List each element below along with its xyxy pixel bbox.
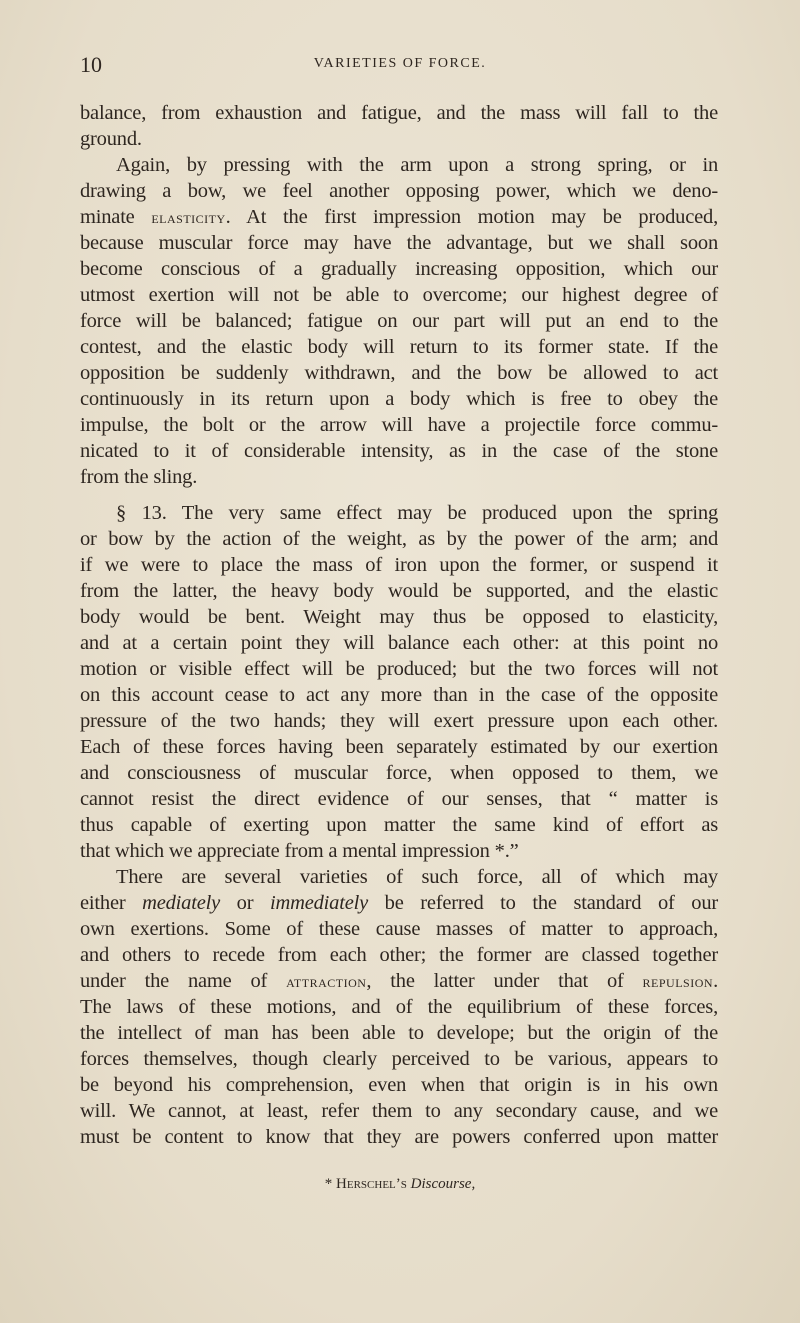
text-line bbox=[80, 152, 718, 178]
text-line bbox=[80, 282, 718, 308]
small-caps-term: elasticity bbox=[151, 208, 226, 227]
text-segment: because muscular force may have the advantage, but we shall soon bbox=[80, 232, 718, 254]
text-segment: nicated to it of considerable intensity, as in the case of the stone bbox=[80, 440, 718, 462]
text-segment: under the name of bbox=[80, 970, 287, 992]
text-segment: cannot resist the direct evidence of our senses, that “ matter is bbox=[80, 788, 718, 810]
text-segment: that which we appreciate from a mental impression *.” bbox=[80, 840, 519, 862]
text-segment: be beyond his comprehension, even when that origin is in his own bbox=[80, 1074, 718, 1096]
text-line bbox=[80, 1072, 718, 1098]
text-segment: opposition be suddenly withdrawn, and the bow be allowed to act bbox=[80, 362, 718, 384]
text-line bbox=[80, 1124, 718, 1150]
text-segment: . At the first impression motion may be produced, bbox=[225, 206, 719, 228]
footnote bbox=[0, 1176, 800, 1193]
text-segment: balance, from exhaustion and fatigue, and the mass will fall to the bbox=[80, 102, 718, 124]
text-line bbox=[80, 708, 718, 734]
footnote-title: Discourse, bbox=[406, 1176, 476, 1192]
text-segment: force will be balanced; fatigue on our part will put an end to the bbox=[80, 310, 718, 332]
text-line bbox=[80, 412, 718, 438]
text-line bbox=[80, 438, 718, 464]
text-segment: will. We cannot, at least, refer them to any secondary cause, and we bbox=[80, 1100, 718, 1122]
footnote-marker: * bbox=[324, 1176, 337, 1192]
text-segment: and consciousness of muscular force, when opposed to them, we bbox=[80, 762, 718, 784]
text-segment: be referred to the standard of our bbox=[368, 892, 719, 914]
text-line bbox=[80, 942, 718, 968]
text-line bbox=[80, 682, 718, 708]
text-line bbox=[80, 526, 718, 552]
text-segment: § 13. The very same effect may be produced upon the spring bbox=[116, 502, 718, 524]
paragraph-block-elasticity bbox=[80, 100, 718, 490]
text-line bbox=[80, 334, 718, 360]
text-line bbox=[80, 464, 718, 490]
small-caps-term: attraction bbox=[286, 972, 367, 991]
text-segment: own exertions. Some of these cause masses of matter to approach, bbox=[80, 918, 718, 940]
text-line bbox=[80, 916, 718, 942]
text-line bbox=[80, 204, 718, 230]
text-line bbox=[80, 786, 718, 812]
text-segment: pressure of the two hands; they will exert pressure upon each other. bbox=[80, 710, 718, 732]
italic-term: mediately bbox=[142, 892, 221, 914]
text-line bbox=[80, 734, 718, 760]
text-line bbox=[80, 360, 718, 386]
text-segment: on this account cease to act any more than in the case of the opposite bbox=[80, 684, 718, 706]
text-line bbox=[80, 552, 718, 578]
text-segment: continuously in its return upon a body which is free to obey the bbox=[80, 388, 718, 410]
text-line bbox=[80, 308, 718, 334]
text-line bbox=[80, 386, 718, 412]
text-line bbox=[80, 230, 718, 256]
italic-term: immediately bbox=[270, 892, 368, 914]
text-line bbox=[80, 864, 718, 890]
text-line bbox=[80, 994, 718, 1020]
text-segment: thus capable of exerting upon matter the same kind of effort as bbox=[80, 814, 718, 836]
text-line bbox=[80, 968, 718, 994]
small-caps-term: repulsion bbox=[642, 972, 714, 991]
text-segment: from the latter, the heavy body would be supported, and the elastic bbox=[80, 580, 718, 602]
text-segment: . bbox=[713, 970, 718, 992]
text-line bbox=[80, 656, 718, 682]
text-line bbox=[80, 578, 718, 604]
text-segment: body would be bent. Weight may thus be opposed to elasticity, bbox=[80, 606, 718, 628]
text-segment: utmost exertion will not be able to overcome; our highest degree of bbox=[80, 284, 718, 306]
page-number: 10 bbox=[80, 52, 102, 77]
text-segment: contest, and the elastic body will return to its former state. If the bbox=[80, 336, 718, 358]
text-segment: The laws of these motions, and of the equilibrium of these forces, bbox=[80, 996, 718, 1018]
text-segment: forces themselves, though clearly perceived to be various, appears to bbox=[80, 1048, 718, 1070]
footnote-author: Herschel’s bbox=[336, 1176, 407, 1192]
text-line bbox=[80, 604, 718, 630]
text-line bbox=[80, 178, 718, 204]
text-segment: or bow by the action of the weight, as by the power of the arm; and bbox=[80, 528, 718, 550]
text-line bbox=[80, 760, 718, 786]
text-segment: There are several varieties of such force, all of which may bbox=[116, 866, 718, 888]
text-line bbox=[80, 812, 718, 838]
text-line bbox=[80, 1046, 718, 1072]
text-segment: and others to recede from each other; the former are classed together bbox=[80, 944, 718, 966]
text-segment: minate bbox=[80, 206, 152, 228]
text-segment: become conscious of a gradually increasing opposition, which our bbox=[80, 258, 718, 280]
paragraph-block-section-13 bbox=[80, 500, 718, 1150]
text-segment: must be content to know that they are powers conferred upon matter bbox=[80, 1126, 718, 1148]
running-header bbox=[80, 52, 720, 78]
text-segment: or bbox=[220, 892, 270, 914]
text-line bbox=[80, 630, 718, 656]
text-line bbox=[80, 890, 718, 916]
text-line bbox=[80, 1098, 718, 1124]
text-segment: from the sling. bbox=[80, 466, 198, 488]
text-line bbox=[80, 838, 718, 864]
text-line bbox=[80, 256, 718, 282]
text-segment: and at a certain point they will balance each other: at this point no bbox=[80, 632, 718, 654]
text-line bbox=[80, 100, 718, 126]
text-segment: either bbox=[80, 892, 143, 914]
text-segment: Again, by pressing with the arm upon a strong spring, or in bbox=[116, 154, 718, 176]
text-line bbox=[80, 1020, 718, 1046]
text-line bbox=[80, 500, 718, 526]
text-segment: ground. bbox=[80, 128, 142, 150]
text-segment: drawing a bow, we feel another opposing power, which we deno- bbox=[80, 180, 718, 202]
text-segment: impulse, the bolt or the arrow will have a projectile force commu- bbox=[80, 414, 718, 436]
text-segment: the intellect of man has been able to develope; but the origin of the bbox=[80, 1022, 718, 1044]
text-segment: Each of these forces having been separately estimated by our exertion bbox=[80, 736, 718, 758]
text-segment: if we were to place the mass of iron upon the former, or suspend it bbox=[80, 554, 718, 576]
running-title: VARIETIES OF FORCE. bbox=[313, 56, 487, 71]
text-line bbox=[80, 126, 718, 152]
text-segment: , the latter under that of bbox=[366, 970, 643, 992]
text-segment: motion or visible effect will be produced; but the two forces will not bbox=[80, 658, 718, 680]
